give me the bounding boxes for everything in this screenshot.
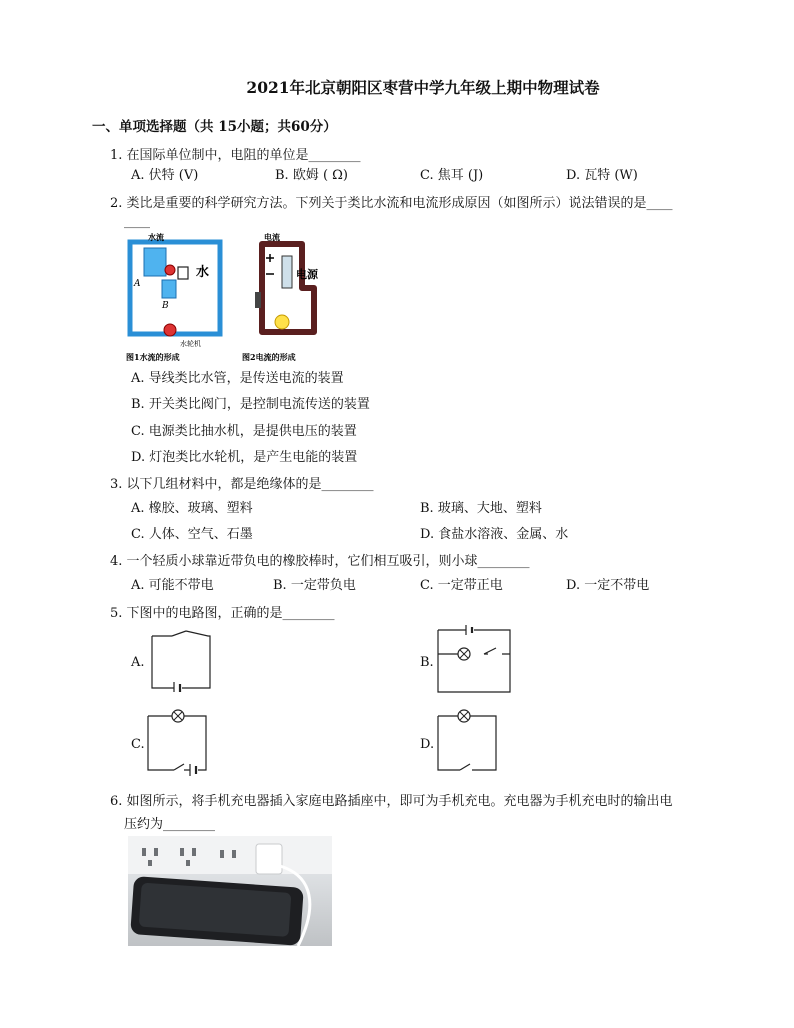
question-4-stem: 4. 一个轻质小球靠近带负电的橡胶棒时，它们相互吸引，则小球________ — [110, 554, 530, 569]
switch-symbol — [460, 764, 470, 770]
question-3-stem: 3. 以下几组材料中，都是绝缘体的是________ — [110, 477, 374, 492]
q5-option-b[interactable]: B. — [420, 655, 434, 670]
charger-illustration — [128, 836, 332, 946]
phone-charger-photo — [128, 836, 332, 946]
bulb-icon — [275, 315, 289, 329]
battery-icon — [282, 256, 292, 288]
switch-symbol — [174, 764, 184, 770]
section-heading: 一、单项选择题（共 15小题；共60分） — [92, 119, 337, 135]
electric-label: 电源 — [296, 268, 318, 281]
q5-option-d[interactable]: D. — [420, 737, 435, 752]
pump-icon — [178, 267, 188, 279]
water-circuit-diagram — [130, 242, 220, 336]
water-letter-b: B — [162, 301, 169, 311]
q3-option-d[interactable]: D. 食盐水溶液、金属、水 — [420, 527, 569, 542]
switch-symbol — [172, 631, 186, 636]
switch-symbol — [484, 648, 496, 654]
water-tank-b — [162, 280, 176, 298]
q3-option-c[interactable]: C. 人体、空气、石墨 — [131, 527, 253, 542]
water-letter-a: A — [134, 279, 141, 289]
q2-option-b[interactable]: B. 开关类比阀门，是控制电流传送的装置 — [131, 397, 370, 412]
question-6-stem: 6. 如图所示，将手机充电器插入家庭电路插座中，即可为手机充电。充电器为手机充电时的输出电 — [110, 794, 673, 809]
q4-option-a[interactable]: A. 可能不带电 — [131, 578, 214, 593]
question-6-stem-cont: 压约为________ — [124, 817, 216, 832]
q5-option-c[interactable]: C. — [131, 737, 145, 752]
charger-icon — [256, 844, 282, 874]
electric-figure-caption: 图2电流的形成 — [242, 352, 296, 362]
question-2-stem-cont: ____ — [124, 214, 150, 229]
circuit-d-diagram — [436, 708, 500, 778]
circuit-a-diagram — [150, 628, 212, 692]
circuit-b-diagram — [436, 624, 512, 696]
switch-icon — [255, 292, 261, 308]
q4-option-d[interactable]: D. 一定不带电 — [566, 578, 650, 593]
q1-option-a[interactable]: A. 伏特 (V) — [131, 168, 199, 183]
water-wheel-label: 水轮机 — [180, 340, 201, 348]
q3-option-b[interactable]: B. 玻璃、大地、塑料 — [420, 501, 542, 516]
water-label: 水 — [196, 265, 210, 280]
q2-option-a[interactable]: A. 导线类比水管，是传送电流的装置 — [131, 371, 344, 386]
q2-option-c[interactable]: C. 电源类比抽水机，是提供电压的装置 — [131, 424, 357, 439]
water-valve — [165, 265, 175, 275]
question-1-stem: 1. 在国际单位制中，电阻的单位是________ — [110, 148, 361, 163]
q1-option-b[interactable]: B. 欧姆 ( Ω) — [275, 168, 349, 183]
question-2-stem: 2. 类比是重要的科学研究方法。下列关于类比水流和电流形成原因（如图所示）说法错误的是____ — [110, 196, 673, 211]
q4-option-c[interactable]: C. 一定带正电 — [420, 578, 503, 593]
water-tank-a — [144, 248, 166, 276]
electric-circuit-diagram — [255, 244, 314, 332]
question-5-stem: 5. 下图中的电路图，正确的是________ — [110, 606, 335, 621]
q3-option-a[interactable]: A. 橡胶、玻璃、塑料 — [131, 501, 253, 516]
circuit-c-diagram — [146, 708, 210, 778]
q1-option-c[interactable]: C. 焦耳 (J) — [420, 168, 484, 183]
q2-option-d[interactable]: D. 灯泡类比水轮机，是产生电能的装置 — [131, 450, 358, 465]
q1-option-d[interactable]: D. 瓦特 (W) — [566, 168, 638, 183]
electric-figure-title: 电流 — [264, 232, 280, 242]
water-electric-analogy-figure — [124, 230, 334, 366]
q4-option-b[interactable]: B. 一定带负电 — [273, 578, 356, 593]
q5-option-a[interactable]: A. — [131, 655, 145, 670]
water-wheel-icon — [164, 324, 176, 336]
water-figure-caption: 图1水流的形成 — [126, 352, 180, 362]
page-title: 2021年北京朝阳区枣营中学九年级上期中物理试卷 — [246, 78, 600, 97]
water-figure-title: 水流 — [148, 232, 164, 242]
